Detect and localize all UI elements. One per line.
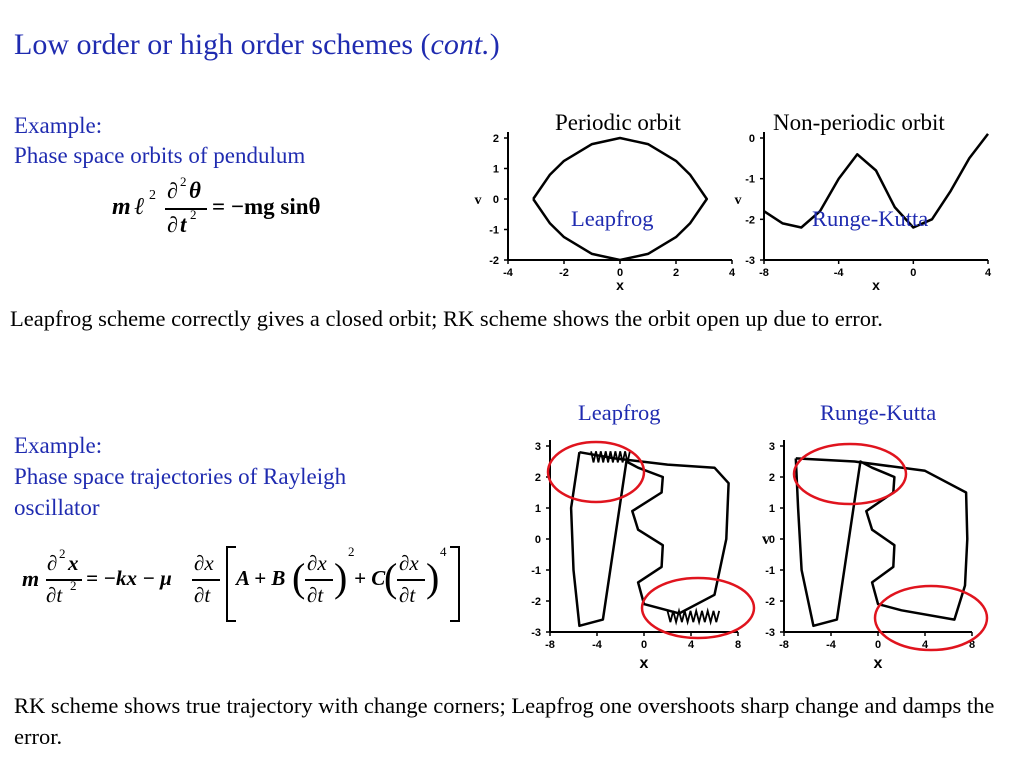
y-tick-label: -2 xyxy=(489,255,499,267)
y-tick-label: 3 xyxy=(534,441,541,453)
pendulum-equation xyxy=(112,176,372,246)
example-1-subtitle: Phase space orbits of pendulum xyxy=(14,143,306,168)
y-tick-label: 0 xyxy=(492,194,499,206)
example-2-subtitle-line1: Phase space trajectories of Rayleigh xyxy=(14,464,347,489)
y-tick-label: 3 xyxy=(768,441,775,453)
y-tick-label: -3 xyxy=(745,255,755,267)
leapfrog-label-bottom: Leapfrog xyxy=(578,400,661,425)
title-italic: cont. xyxy=(430,28,490,61)
example-1-label: Example: xyxy=(14,113,103,138)
y-axis-label: v xyxy=(474,193,482,208)
req-a-b: A + B xyxy=(236,566,286,590)
series-line xyxy=(571,452,729,626)
x-tick-label: 8 xyxy=(734,639,742,651)
y-tick-label: 0 xyxy=(534,534,541,546)
eq-den-sup: 2 xyxy=(190,207,197,222)
eq-ell-sup: 2 xyxy=(149,188,156,203)
req-rp2: ) xyxy=(426,555,440,600)
highlight-circle xyxy=(875,586,987,650)
y-tick-label: 1 xyxy=(768,503,775,515)
x-tick-label: -4 xyxy=(833,267,844,279)
highlight-circle xyxy=(548,442,644,502)
example-2-label: Example: xyxy=(14,433,103,458)
y-tick-label: 0 xyxy=(748,133,755,145)
leapfrog-label-top: Leapfrog xyxy=(571,206,654,231)
x-tick-label: -2 xyxy=(559,267,569,279)
req-bar1 xyxy=(46,579,82,581)
req-den-sup: 2 xyxy=(70,578,77,593)
req-eq: = −kx − μ xyxy=(86,566,172,590)
req-dt: ∂t xyxy=(194,583,211,607)
y-tick-label: -3 xyxy=(531,627,541,639)
req-bar4 xyxy=(397,579,425,581)
x-axis-label: x xyxy=(639,655,649,672)
eq-fraction-bar xyxy=(165,208,207,210)
eq-den-partial: ∂ xyxy=(167,212,178,237)
non-periodic-orbit-label: Non-periodic orbit xyxy=(773,110,945,135)
y-tick-label: 1 xyxy=(534,503,541,515)
req-c: + C xyxy=(354,566,386,590)
periodic-orbit-label: Periodic orbit xyxy=(555,110,681,135)
req-dx2: ∂x xyxy=(307,551,327,575)
eq-num-sup: 2 xyxy=(180,174,187,189)
rayleigh-conclusion: RK scheme shows true trajectory with change corners; Leapfrog one overshoots sharp change and damps the error. xyxy=(14,693,995,749)
req-dx3: ∂x xyxy=(399,551,419,575)
title-close: ) xyxy=(489,28,500,61)
x-tick-label: 0 xyxy=(640,639,648,651)
req-bar3 xyxy=(305,579,333,581)
x-axis-label: x xyxy=(872,277,880,293)
req-dt2: ∂t xyxy=(307,583,324,607)
req-lp2: ( xyxy=(384,555,398,600)
x-tick-label: -8 xyxy=(759,267,769,279)
req-m: m xyxy=(22,566,40,591)
rayleigh-leapfrog-chart xyxy=(524,432,764,682)
y-axis-label: v xyxy=(762,531,770,548)
y-tick-label: -1 xyxy=(745,173,755,186)
example-2-subtitle-line2: oscillator xyxy=(14,495,100,520)
pendulum-conclusion: Leapfrog scheme correctly gives a closed orbit; RK scheme shows the orbit open up due to error. xyxy=(10,306,883,331)
y-tick-label: -2 xyxy=(765,596,775,608)
req-lp1: ( xyxy=(292,555,306,600)
x-axis-label: x xyxy=(873,655,883,672)
x-tick-label: -4 xyxy=(503,267,513,279)
eq-rhs: = −mg sinθ xyxy=(212,194,321,219)
eq-den-t: t xyxy=(180,212,187,237)
req-num-sup: 2 xyxy=(59,546,66,561)
x-tick-label: -8 xyxy=(545,639,555,651)
y-tick-label: -2 xyxy=(531,596,541,608)
eq-theta: θ xyxy=(189,178,201,203)
runge-kutta-label-bottom: Runge-Kutta xyxy=(820,400,937,425)
req-dt3: ∂t xyxy=(399,583,416,607)
y-tick-label: -1 xyxy=(531,565,541,577)
x-tick-label: 4 xyxy=(921,639,929,651)
x-tick-label: -4 xyxy=(592,639,602,651)
x-tick-label: 4 xyxy=(728,267,736,279)
runge-kutta-label-top: Runge-Kutta xyxy=(812,206,929,231)
y-tick-label: 2 xyxy=(492,133,499,145)
req-bar2 xyxy=(192,579,220,581)
x-tick-label: 8 xyxy=(968,639,976,651)
x-tick-label: 2 xyxy=(672,267,680,279)
y-tick-label: -1 xyxy=(765,565,775,577)
x-tick-label: 4 xyxy=(687,639,695,651)
y-axis-label: v xyxy=(734,193,742,208)
y-tick-label: -1 xyxy=(489,224,499,237)
x-axis-label: x xyxy=(616,277,624,293)
req-num-x: x xyxy=(68,551,79,575)
x-tick-label: 0 xyxy=(910,267,917,279)
series-line xyxy=(796,458,968,625)
eq-num-partial: ∂ xyxy=(167,178,178,203)
x-tick-label: -4 xyxy=(826,639,836,651)
slide-title xyxy=(14,28,500,62)
x-tick-label: 0 xyxy=(874,639,882,651)
y-tick-label: -3 xyxy=(765,627,775,639)
series-line xyxy=(533,138,707,260)
rayleigh-rk-chart xyxy=(758,432,998,682)
eq-m: m xyxy=(112,194,131,220)
req-dx: ∂x xyxy=(194,551,214,575)
req-lbracket xyxy=(226,546,236,622)
y-tick-label: 0 xyxy=(768,534,775,546)
y-tick-label: 2 xyxy=(768,472,775,484)
req-rp1: ) xyxy=(334,555,348,600)
req-rbracket xyxy=(450,546,460,622)
y-tick-label: 1 xyxy=(492,163,499,176)
x-tick-label: 0 xyxy=(616,267,624,279)
y-tick-label: 2 xyxy=(534,472,541,484)
eq-ell: ℓ xyxy=(134,194,144,220)
title-main: Low order or high order schemes ( xyxy=(14,28,431,61)
rayleigh-equation xyxy=(22,546,472,626)
x-tick-label: -8 xyxy=(779,639,789,651)
req-sup-2: 2 xyxy=(348,544,355,559)
req-sup-4: 4 xyxy=(440,544,447,559)
req-num-partial: ∂ xyxy=(47,551,58,575)
req-den: ∂t xyxy=(46,583,63,607)
y-tick-label: -2 xyxy=(745,214,755,227)
x-tick-label: 4 xyxy=(984,267,992,279)
